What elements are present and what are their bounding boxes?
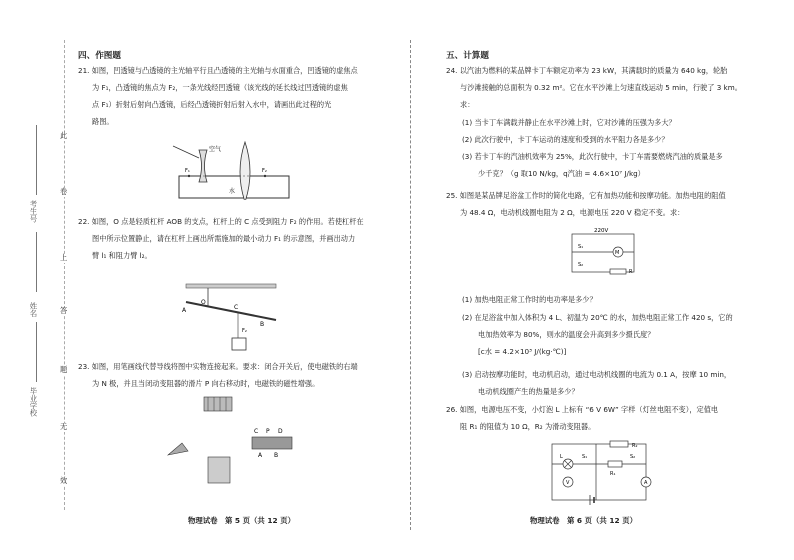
o-label: O — [201, 299, 206, 306]
exam-number-label: 考生号 — [29, 200, 38, 223]
q24-line: 与沙滩接触的总面积为 0.32 m²。它在水平沙滩上匀速直线运动 5 min，行驶了 3 km。 — [460, 83, 742, 92]
name-label: 姓名 — [29, 302, 38, 317]
q22-line: 22. 如图，O 点是轻质杠杆 AOB 的支点，杠杆上的 C 点受到阻力 F₂ 的作用。若使杠杆在 — [78, 217, 364, 226]
s1-label: S₁ — [582, 454, 588, 460]
section-title-drawing: 四、作图题 — [78, 51, 121, 61]
resistor-r1 — [608, 461, 622, 467]
concave-lens — [199, 150, 207, 182]
p-label: P — [266, 428, 270, 435]
dash-char: 答 — [60, 306, 68, 315]
school-label: 毕业学校 — [29, 387, 38, 417]
section-title-calculation: 五、计算题 — [446, 51, 489, 61]
rheostat-r2 — [610, 441, 628, 447]
q26-line: 26. 如图，电源电压不变，小灯泡 L 上标有 “6 V 6W” 字样（灯丝电阻不变），定值电 — [446, 405, 719, 414]
b-label: B — [260, 321, 265, 328]
convex-lens — [240, 142, 250, 200]
school-line — [36, 322, 37, 382]
q25-line: 25. 如图是某品牌足浴盆工作时的简化电路，它有加热功能和按摩功能。加热电阻的阻值 — [446, 191, 726, 200]
q24-sub: 少千克？（g 取10 N/kg，q汽油 = 4.6×10⁷ J/kg） — [478, 169, 645, 178]
heating-resistor — [610, 269, 626, 274]
incident-ray — [173, 146, 199, 158]
b-label: B — [274, 452, 279, 459]
q26-line: 阻 R₁ 的阻值为 10 Ω，R₂ 为滑动变阻器。 — [460, 422, 596, 431]
dash-char: 无 — [60, 422, 68, 431]
page-divider — [410, 40, 411, 530]
q25-sub: (1) 加热电阻正常工作时的电功率是多少？ — [462, 295, 597, 304]
name-line — [36, 232, 37, 292]
q25-sub: (2) 在足浴盆中加入体积为 4 L、初温为 20℃ 的水，加热电阻正常工作 420 s，它的 — [462, 313, 733, 322]
right-page-footer: 物理试卷 第 6 页（共 12 页） — [530, 516, 638, 525]
q21-line: 路图。 — [92, 117, 114, 126]
lens-water-figure — [165, 138, 295, 200]
footbath-circuit — [568, 226, 640, 276]
r-label: R — [629, 269, 633, 275]
f2-label: F₂ — [242, 328, 247, 334]
q25-line: 为 48.4 Ω，电动机线圈电阻为 2 Ω，电源电压 220 V 稳定不变。求： — [460, 208, 685, 217]
dash-char: 上 — [60, 253, 68, 262]
q21-line: 点 F₁）折射后射向凸透镜，后经凸透镜折射后射入水中，请画出此过程的光 — [92, 100, 332, 109]
rheostat — [252, 437, 292, 449]
q24-line: 求： — [460, 100, 475, 109]
lamp-label: L — [560, 454, 563, 460]
q22-line: 图中所示位置静止，请在杠杆上画出所需施加的最小动力 F₁ 的示意图，并画出动力 — [92, 234, 356, 243]
exam-number-line — [36, 125, 37, 195]
q24-line: 24. 以汽油为燃料的某品牌卡丁车额定功率为 23 kW，其满载时的质量为 640 kg，轮胎 — [446, 66, 728, 75]
r1-label: R₁ — [610, 471, 616, 477]
q24-sub: (2) 此次行驶中，卡丁车运动的速度和受到的水平阻力各是多少？ — [462, 135, 669, 144]
d-label: D — [278, 428, 283, 435]
electromagnet-figure — [160, 395, 310, 495]
dash-char: 效 — [60, 476, 68, 485]
q25-sub: 电加热效率为 80%，则水的温度会升高到多少摄氏度？ — [478, 330, 655, 339]
battery-pack — [208, 457, 230, 483]
q24-sub: (1) 当卡丁车满载并静止在水平沙滩上时，它对沙滩的压强为多大？ — [462, 118, 676, 127]
q21-line: 为 F₁，凸透镜的焦点为 F₂，一条光线经凹透镜（该光线的延长线过凹透镜的虚焦 — [92, 83, 348, 92]
air-label: 空气 — [209, 146, 222, 153]
lever-figure — [180, 280, 280, 356]
dash-char: 此 — [60, 131, 68, 140]
c-label: C — [254, 428, 259, 435]
q25-sub: 电动机线圈产生的热量是多少？ — [478, 387, 579, 396]
water-label: 水 — [229, 188, 236, 195]
binding-dash-line — [64, 40, 65, 510]
q23-line: 为 N 极，并且当闭动变阻器的滑片 P 向右移动时，电磁铁的磁性增强。 — [92, 379, 320, 388]
motor-label: M — [615, 250, 620, 256]
focal-point-f2 — [264, 175, 266, 177]
lever-bar — [186, 302, 276, 320]
q25-sub: [c水 = 4.2×10³ J/(kg·℃)] — [478, 347, 567, 356]
s1-label: S₁ — [578, 244, 584, 250]
left-page-footer: 物理试卷 第 5 页（共 12 页） — [188, 516, 296, 525]
focal-point-f1 — [188, 175, 190, 177]
f1-label: F₁ — [185, 168, 190, 174]
r2-label: R₂ — [632, 443, 638, 449]
q21-line: 21. 如图，凹透镜与凸透镜的主光轴平行且凸透镜的主光轴与水面重合，凹透镜的虚焦点 — [78, 66, 358, 75]
voltmeter-label: V — [566, 480, 570, 486]
c-label: C — [234, 304, 239, 311]
circuit-outline — [552, 444, 646, 500]
dash-char: 题 — [60, 365, 68, 374]
voltage-label: 220V — [594, 228, 609, 234]
a-label: A — [258, 452, 263, 459]
lamp-circuit — [546, 438, 656, 508]
q25-sub: (3) 启动按摩功能时，电动机启动，通过电动机线圈的电流为 0.1 A，按摩 10 min， — [462, 370, 732, 379]
ammeter-label: A — [644, 480, 648, 486]
switch — [168, 443, 188, 455]
weight-block — [232, 338, 246, 350]
q23-line: 23. 如图，用笔画线代替导线将图中实物连接起来。要求：闭合开关后，使电磁铁的右端 — [78, 362, 358, 371]
s2-label: S₂ — [578, 262, 584, 268]
f2-label: F₂ — [262, 168, 267, 174]
wall — [186, 284, 276, 288]
q24-sub: (3) 若卡丁车的汽油机效率为 25%，此次行驶中，卡丁车需要燃烧汽油的质量是多 — [462, 152, 723, 161]
s2-label: S₂ — [630, 454, 636, 460]
dash-char: 卷 — [60, 187, 68, 196]
q22-line: 臂 l₁ 和阻力臂 l₂。 — [92, 251, 152, 260]
a-label: A — [182, 307, 187, 314]
